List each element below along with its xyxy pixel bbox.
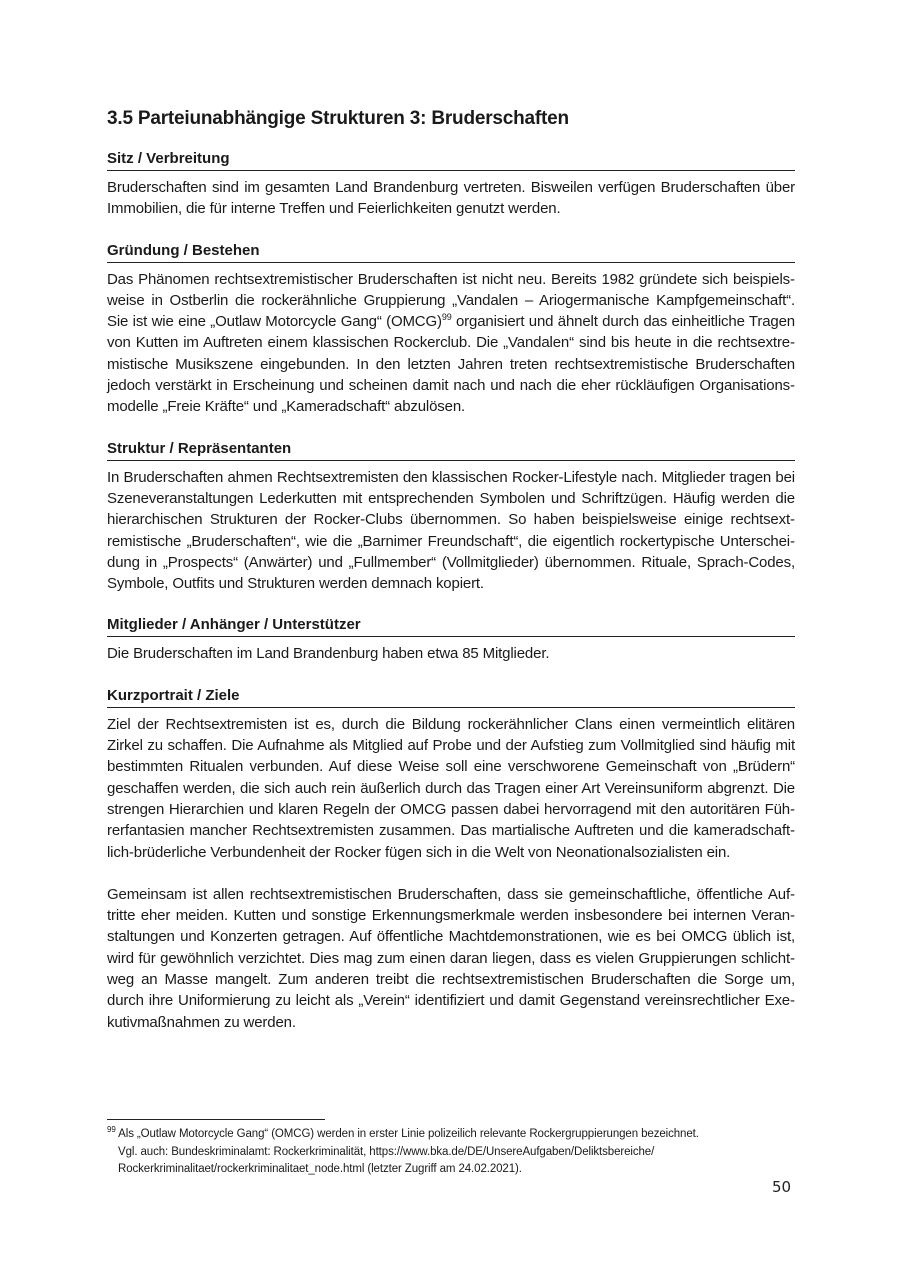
footnote-line: Rockerkriminalitaet/rockerkriminalitaet_node.html (letzter Zugriff am 24.02.2021).	[118, 1163, 522, 1175]
section-kurzportrait-ziele	[107, 686, 795, 1033]
page-title: 3.5 Parteiunabhängige Strukturen 3: Bruderschaften	[107, 108, 569, 129]
section-paragraph: Bruderschaften sind im gesamten Land Brandenburg vertreten. Bisweilen verfügen Bruderschaften über Immobilien, die für interne Treffen und Feierlichkeiten genutzt werden.	[107, 179, 795, 218]
section-gruendung-bestehen	[107, 241, 795, 418]
footnote-divider	[107, 1119, 325, 1120]
section-paragraph: Ziel der Rechtsextremisten ist es, durch die Bildung rockerähnlicher Clans einen vermeintlich elitären Zirkel zu schaffen. Die Aufnahme als Mitglied auf Probe und der Aufstieg zum Vollmitglied sind häufig mit bestimmten Ritualen verbunden. Auf diese Weise soll eine verschworene Gemeinschaft von „Brüdern“ geschaffen werden, die sich auch rein äußerlich durch das Tragen einer Art Vereinsuniform abgrenzt. Die strengen Hierarchien und klaren Regeln der OMCG passen dabei hervorragend mit den autoritären Führerfantasien mancher Rechtsextremisten zusammen. Das martialische Auftreten und die kameradschaftlich-brüderliche Verbundenheit der Rocker fügen sich in die Welt von Neonationalsozialisten ein.	[107, 715, 795, 861]
footnote-number: 99	[107, 1125, 116, 1135]
section-heading: Gründung / Bestehen	[107, 241, 795, 263]
section-heading: Mitglieder / Anhänger / Unterstützer	[107, 615, 795, 637]
footnote-line: Vgl. auch: Bundeskriminalamt: Rockerkriminalität, https://www.bka.de/DE/UnsereAufgaben/Deliktsbereiche/	[118, 1145, 655, 1158]
section-paragraph: In Bruderschaften ahmen Rechtsextremisten den klassischen Rocker-Lifestyle nach. Mitglieder tragen bei Szeneveranstaltungen Lederkutten mit entsprechenden Symbolen und Schriftzügen. Häufig werden die hierarchischen Strukturen der Rocker-Clubs übernommen. So haben beispielsweise einige rechtsextremistische „Bruderschaften“, wie die „Barnimer Freundschaft“, die eigentlich rockertypische Unterscheidung in „Prospects“ (Anwärter) und „Fullmember“ (Vollmitglieder) übernommen. Rituale, Sprach-Codes, Symbole, Outfits und Strukturen werden demnach kopiert.	[107, 468, 795, 593]
section-struktur-repraesentanten	[107, 439, 795, 595]
paragraph-text: organisiert und ähnelt durch das einheitliche Tragen von Kutten im Auftreten einem klassischen Rockerclub. Die „Vandalen“ sind bis heute in die rechtsextremistische Musikszene eingebunden. In den letzten Jahren treten rechtsextremistische Bruderschaften jedoch verstärkt in Erscheinung und scheinen damit nach und nach die eher rückläufigen Organisationsmodelle „Freie Kräfte“ und „Kameradschaft“ abzulösen.	[107, 313, 795, 416]
footnote	[107, 1126, 797, 1179]
section-heading: Kurzportrait / Ziele	[107, 686, 795, 708]
section-paragraph	[107, 269, 795, 418]
footnote-text: Als „Outlaw Motorcycle Gang“ (OMCG) werden in erster Linie polizeilich relevante Rockergruppierungen bezeichnet.	[115, 1128, 699, 1140]
footnote-line	[107, 1126, 797, 1144]
section-heading: Sitz / Verbreitung	[107, 149, 795, 171]
footnote-reference[interactable]: 99	[441, 312, 452, 323]
paragraph-text: Das Phänomen rechtsextremistischer Bruderschaften ist nicht neu. Bereits 1982 gründete sich beispielsweise in Ostberlin die rockerähnliche Gruppierung „Vandalen – Ariogermanische Kampfgemeinschaft“. Sie ist wie eine „Outlaw Motorcycle Gang“ (OMCG)	[107, 270, 795, 331]
page-number: 50	[772, 1178, 792, 1196]
section-paragraph: Die Bruderschaften im Land Brandenburg haben etwa 85 Mitglieder.	[107, 645, 550, 663]
section-heading: Struktur / Repräsentanten	[107, 439, 795, 461]
section-sitz-verbreitung	[107, 149, 795, 220]
page-content	[107, 106, 795, 1033]
section-mitglieder	[107, 615, 795, 664]
section-paragraph: Gemeinsam ist allen rechtsextremistischen Bruderschaften, dass sie gemeinschaftliche, öffentliche Auftritte eher meiden. Kutten und sonstige Erkennungsmerkmale werden insbesondere bei internen Veranstaltungen und Konzerten getragen. Auf öffentliche Machtdemonstrationen, wie es bei OMCG üblich ist, wird für gewöhnlich verzichtet. Dies mag zum einen daran liegen, dass es vielen Gruppierungen schlichtweg an Masse mangelt. Zum anderen treibt die rechtsextremistischen Bruderschaften die Sorge um, durch ihre Uniformierung zu leicht als „Verein“ identifiziert und damit Gegenstand vereinsrechtlicher Exekutivmaßnahmen zu werden.	[107, 885, 795, 1031]
